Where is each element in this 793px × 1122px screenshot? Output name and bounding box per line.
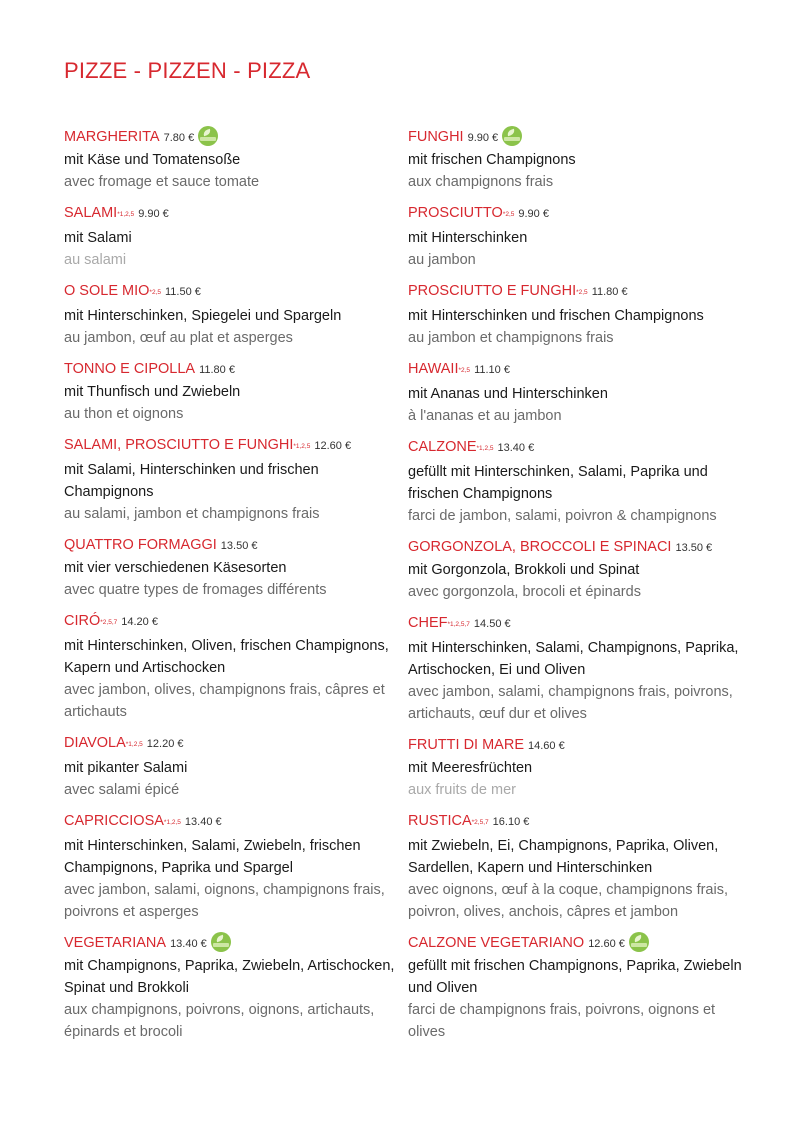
description-french: avec gorgonzola, brocoli et épinards (408, 584, 641, 600)
menu-item (64, 810, 409, 923)
description-french: au salami, jambon et champignons frais (64, 506, 320, 522)
description-german: mit Hinterschinken, Spiegelei und Spargeln (64, 308, 342, 324)
menu-item-header (408, 734, 743, 757)
pizza-name: HAWAII (408, 361, 459, 377)
vegetarian-leaf-icon (502, 126, 522, 146)
vegetarian-leaf-icon (629, 932, 649, 952)
price: 13.50 € (220, 540, 258, 552)
pizza-name: CIRÓ (64, 613, 101, 629)
description-german: mit Hinterschinken, Salami, Champignons, Paprika, Artischocken, Ei und Oliven (408, 640, 739, 678)
description-german: mit Meeresfrüchten (408, 760, 533, 776)
menu-item-header (408, 810, 743, 835)
menu-item-header (64, 534, 409, 557)
description-german: mit Ananas und Hinterschinken (408, 386, 608, 402)
pizza-name: CALZONE VEGETARIANO (408, 935, 585, 951)
price: 9.90 € (138, 208, 169, 220)
price: 16.10 € (492, 816, 530, 828)
allergen-codes: *2,5,7 (471, 819, 489, 826)
price: 11.80 € (591, 286, 628, 298)
pizza-name: CAPRICCIOSA (64, 813, 164, 829)
page-title: PIZZE - PIZZEN - PIZZA (64, 58, 311, 83)
description-german: mit Hinterschinken und frischen Champignons (408, 308, 704, 324)
menu-item (408, 932, 743, 1043)
menu-item (64, 358, 409, 425)
description-french: avec oignons, œuf à la coque, champignons frais, poivron, olives, anchois, câpres et jambon (408, 882, 728, 920)
description-french: au jambon (408, 252, 476, 268)
price: 11.80 € (199, 364, 235, 376)
price: 11.10 € (474, 364, 510, 376)
menu-item-header (64, 358, 409, 381)
price: 14.20 € (121, 616, 158, 628)
menu-item-header (64, 280, 409, 305)
description-french: avec quatre types de fromages différents (64, 582, 327, 598)
pizza-name: SALAMI (64, 205, 118, 221)
description-french: au thon et oignons (64, 406, 184, 422)
pizza-name: SALAMI, PROSCIUTTO E FUNGHI (64, 437, 294, 453)
menu-item (408, 202, 743, 271)
allergen-codes: *2,5 (149, 289, 161, 296)
pizza-name: QUATTRO FORMAGGI (64, 537, 217, 553)
description-german: mit Gorgonzola, Brokkoli und Spinat (408, 562, 640, 578)
price: 12.60 € (314, 440, 352, 452)
price: 13.40 € (170, 938, 207, 950)
vegetarian-leaf-icon (211, 932, 231, 952)
allergen-codes: *1,2,5 (476, 445, 494, 452)
menu-item-header (408, 202, 743, 227)
menu-item (64, 534, 409, 601)
allergen-codes: *1,2,5 (293, 443, 311, 450)
description-german: mit Käse und Tomatensoße (64, 152, 241, 168)
pizza-name: O SOLE MIO (64, 283, 150, 299)
description-german: mit pikanter Salami (64, 760, 188, 776)
description-french: aux champignons, poivrons, oignons, artichauts, épinards et brocoli (64, 1002, 375, 1040)
description-german: gefüllt mit frischen Champignons, Paprika, Zwiebeln und Oliven (408, 958, 742, 996)
description-french: farci de jambon, salami, poivron & champignons (408, 508, 717, 524)
price: 7.80 € (163, 132, 195, 144)
menu-item (408, 126, 743, 193)
menu-item (408, 734, 743, 801)
description-french: au jambon, œuf au plat et asperges (64, 330, 293, 346)
price: 14.50 € (473, 618, 511, 630)
price: 12.60 € (588, 938, 625, 950)
pizza-name: MARGHERITA (64, 129, 160, 145)
description-german: mit Hinterschinken, Oliven, frischen Champignons, Kapern und Artischocken (64, 638, 389, 676)
price: 11.50 € (165, 286, 201, 298)
menu-item-header (64, 810, 409, 835)
description-german: mit Salami (64, 230, 132, 246)
allergen-codes: *2,5 (458, 367, 471, 374)
allergen-codes: *1,2,5 (117, 211, 135, 218)
pizza-name: GORGONZOLA, BROCCOLI E SPINACI (408, 539, 672, 555)
price: 13.40 € (184, 816, 222, 828)
menu-item (408, 810, 743, 923)
pizza-name: DIAVOLA (64, 735, 126, 751)
price: 9.90 € (518, 208, 549, 220)
menu-item (64, 280, 409, 349)
allergen-codes: *2,5 (502, 211, 515, 218)
description-french: aux champignons frais (408, 174, 554, 190)
pizza-name: PROSCIUTTO (408, 205, 503, 221)
menu-item-header (64, 610, 409, 635)
menu-item (408, 280, 743, 349)
pizza-name: CHEF (408, 615, 448, 631)
description-french: avec jambon, salami, champignons frais, poivrons, artichauts, œuf dur et olives (408, 684, 733, 722)
description-german: mit frischen Champignons (408, 152, 576, 168)
description-german: mit Hinterschinken (408, 230, 528, 246)
menu-item-header (64, 434, 409, 459)
menu-item-header (64, 932, 409, 955)
description-german: mit Salami, Hinterschinken und frischen Champignons (64, 462, 319, 500)
description-german: mit vier verschiedenen Käsesorten (64, 560, 287, 576)
pizza-name: PROSCIUTTO E FUNGHI (408, 283, 577, 299)
pizza-name: RUSTICA (408, 813, 472, 829)
menu-item (64, 732, 409, 801)
menu-item-header (408, 436, 743, 461)
description-french: à l'ananas et au jambon (408, 408, 562, 424)
menu-item (64, 434, 409, 525)
description-french: avec jambon, olives, champignons frais, câpres et artichauts (64, 682, 385, 720)
menu-item (64, 126, 409, 193)
menu-item (64, 202, 409, 271)
menu-item-header (64, 126, 409, 149)
description-french: farci de champignons frais, poivrons, oignons et olives (408, 1002, 716, 1040)
menu-item-header (408, 358, 743, 383)
price: 13.50 € (675, 542, 713, 554)
price: 14.60 € (528, 740, 565, 752)
description-german: mit Thunfisch und Zwiebeln (64, 384, 241, 400)
description-french: avec jambon, salami, oignons, champignons frais, poivrons et asperges (64, 882, 385, 920)
description-french: au jambon et champignons frais (408, 330, 614, 346)
menu-item-header (64, 202, 409, 227)
menu-item (408, 436, 743, 527)
menu-item (408, 612, 743, 725)
description-german: gefüllt mit Hinterschinken, Salami, Paprika und frischen Champignons (408, 464, 708, 502)
pizza-name: FRUTTI DI MARE (408, 737, 524, 753)
allergen-codes: *1,2,5,7 (447, 621, 470, 628)
allergen-codes: *2,5 (576, 289, 588, 296)
menu-item-header (408, 280, 743, 305)
allergen-codes: *1,2,5 (163, 819, 181, 826)
allergen-codes: *1,2,5 (125, 741, 143, 748)
description-german: mit Champignons, Paprika, Zwiebeln, Artischocken, Spinat und Brokkoli (64, 958, 395, 996)
menu-item (64, 932, 409, 1043)
menu-item-header (64, 732, 409, 757)
price: 12.20 € (146, 738, 184, 750)
pizza-name: TONNO E CIPOLLA (64, 361, 196, 377)
description-french: aux fruits de mer (408, 782, 516, 798)
menu-column-right (408, 126, 743, 1052)
pizza-name: CALZONE (408, 439, 477, 455)
menu-item (64, 610, 409, 723)
pizza-name: FUNGHI (408, 129, 464, 145)
description-french: avec fromage et sauce tomate (64, 174, 260, 190)
menu-item-header (408, 612, 743, 637)
menu-column-left (64, 126, 409, 1052)
vegetarian-leaf-icon (198, 126, 218, 146)
allergen-codes: *2,5,7 (100, 619, 118, 626)
description-french: au salami (64, 252, 127, 268)
menu-item-header (408, 536, 743, 559)
menu-item-header (408, 932, 743, 955)
description-french: avec salami épicé (64, 782, 180, 798)
menu-item-header (408, 126, 743, 149)
price: 13.40 € (497, 442, 535, 454)
description-german: mit Hinterschinken, Salami, Zwiebeln, frischen Champignons, Paprika und Spargel (64, 838, 361, 876)
menu-item (408, 536, 743, 603)
pizza-name: VEGETARIANA (64, 935, 167, 951)
description-german: mit Zwiebeln, Ei, Champignons, Paprika, Oliven, Sardellen, Kapern und Hinterschinken (408, 838, 719, 876)
menu-item (408, 358, 743, 427)
price: 9.90 € (467, 132, 499, 144)
